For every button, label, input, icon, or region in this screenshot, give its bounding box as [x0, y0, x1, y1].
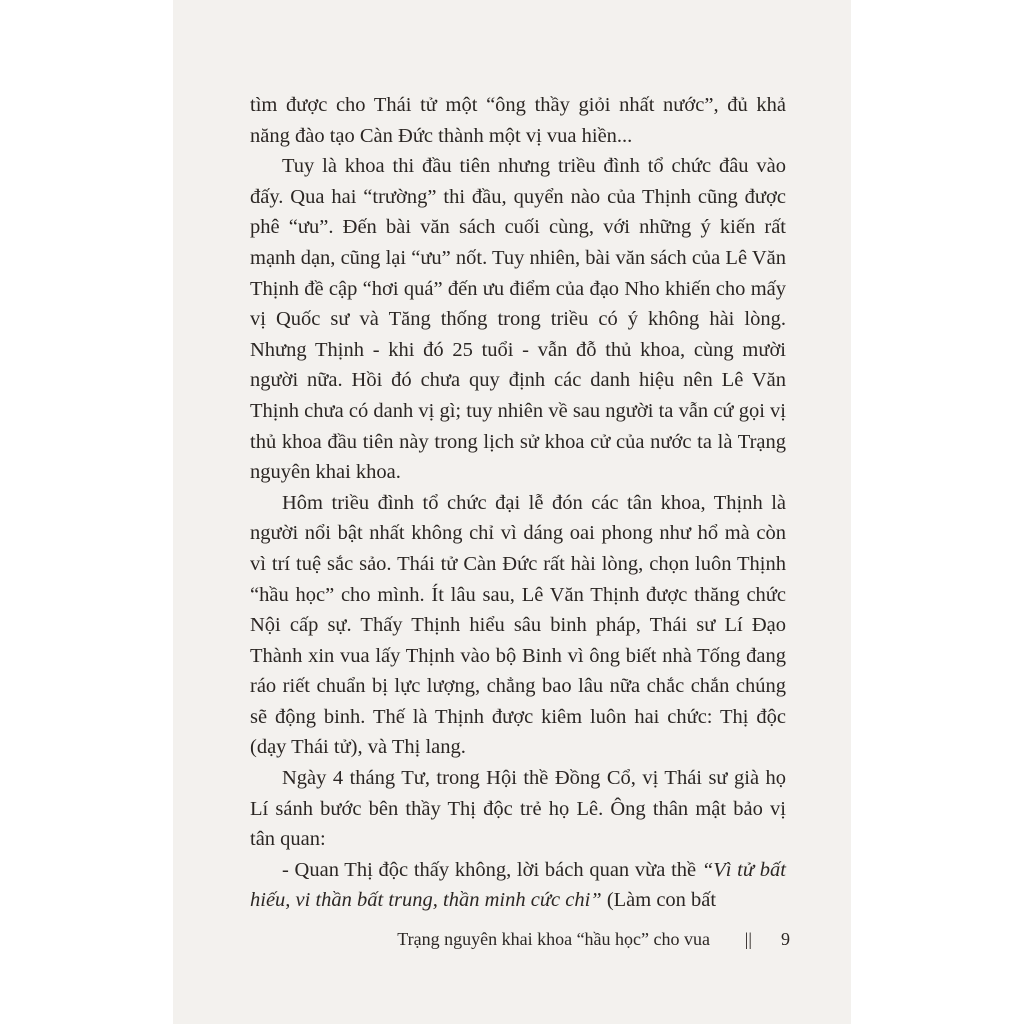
- oath-quote: “Vì tử bất hiếu, vi thần bất trung, thần minh cức chi”: [250, 858, 786, 912]
- paragraph: Ngày 4 tháng Tư, trong Hội thề Đồng Cổ, vị Thái sư già họ Lí sánh bước bên thầy Thị độc trẻ họ Lê. Ông thân mật bảo vị tân quan:: [250, 767, 786, 851]
- paragraph: Hôm triều đình tổ chức đại lễ đón các tân khoa, Thịnh là người nổi bật nhất không chỉ vì dáng oai phong như hổ mà còn vì trí tuệ sắc sảo. Thái tử Càn Đức rất hài lòng, chọn luôn Thịnh “hầu học” cho mình. Ít lâu sau, Lê Văn Thịnh được thăng chức Nội cấp sự. Thấy Thịnh hiểu sâu binh pháp, Thái sư Lí Đạo Thành xin vua lấy Thịnh vào bộ Binh vì ông biết nhà Tống đang ráo riết chuẩn bị lực lượng, chẳng bao lâu nữa chắc chắn chúng sẽ động binh. Thế là Thịnh được kiêm luôn hai chức: Thị độc (dạy Thái tử), và Thị lang.: [250, 491, 786, 759]
- dialogue-tail: (Làm con bất: [601, 889, 717, 912]
- body-text: [250, 90, 786, 916]
- paragraph-dialogue: [250, 855, 786, 916]
- paragraph: tìm được cho Thái tử một “ông thầy giỏi nhất nước”, đủ khả năng đào tạo Càn Đức thành một vị vua hiền...: [250, 94, 786, 147]
- page-number: 9: [781, 929, 790, 949]
- running-title: Trạng nguyên khai khoa “hầu học” cho vua: [397, 929, 710, 949]
- paragraph: Tuy là khoa thi đầu tiên nhưng triều đình tổ chức đâu vào đấy. Qua hai “trường” thi đầu, quyển nào của Thịnh cũng được phê “ưu”. Đến bài văn sách cuối cùng, với những ý kiến rất mạnh dạn, cũng lại “ưu” nốt. Tuy nhiên, bài văn sách của Lê Văn Thịnh đề cập “hơi quá” đến ưu điểm của đạo Nho khiến cho mấy vị Quốc sư và Tăng thống trong triều có ý không hài lòng. Nhưng Thịnh - khi đó 25 tuổi - vẫn đỗ thủ khoa, cùng mười người nữa. Hồi đó chưa quy định các danh hiệu nên Lê Văn Thịnh chưa có danh vị gì; tuy nhiên về sau người ta vẫn cứ gọi vị thủ khoa đầu tiên này trong lịch sử khoa cử của nước ta là Trạng nguyên khai khoa.: [250, 155, 786, 484]
- dialogue-lead: - Quan Thị độc thấy không, lời bách quan vừa thề: [282, 858, 702, 881]
- footer-separator: ||: [744, 929, 752, 949]
